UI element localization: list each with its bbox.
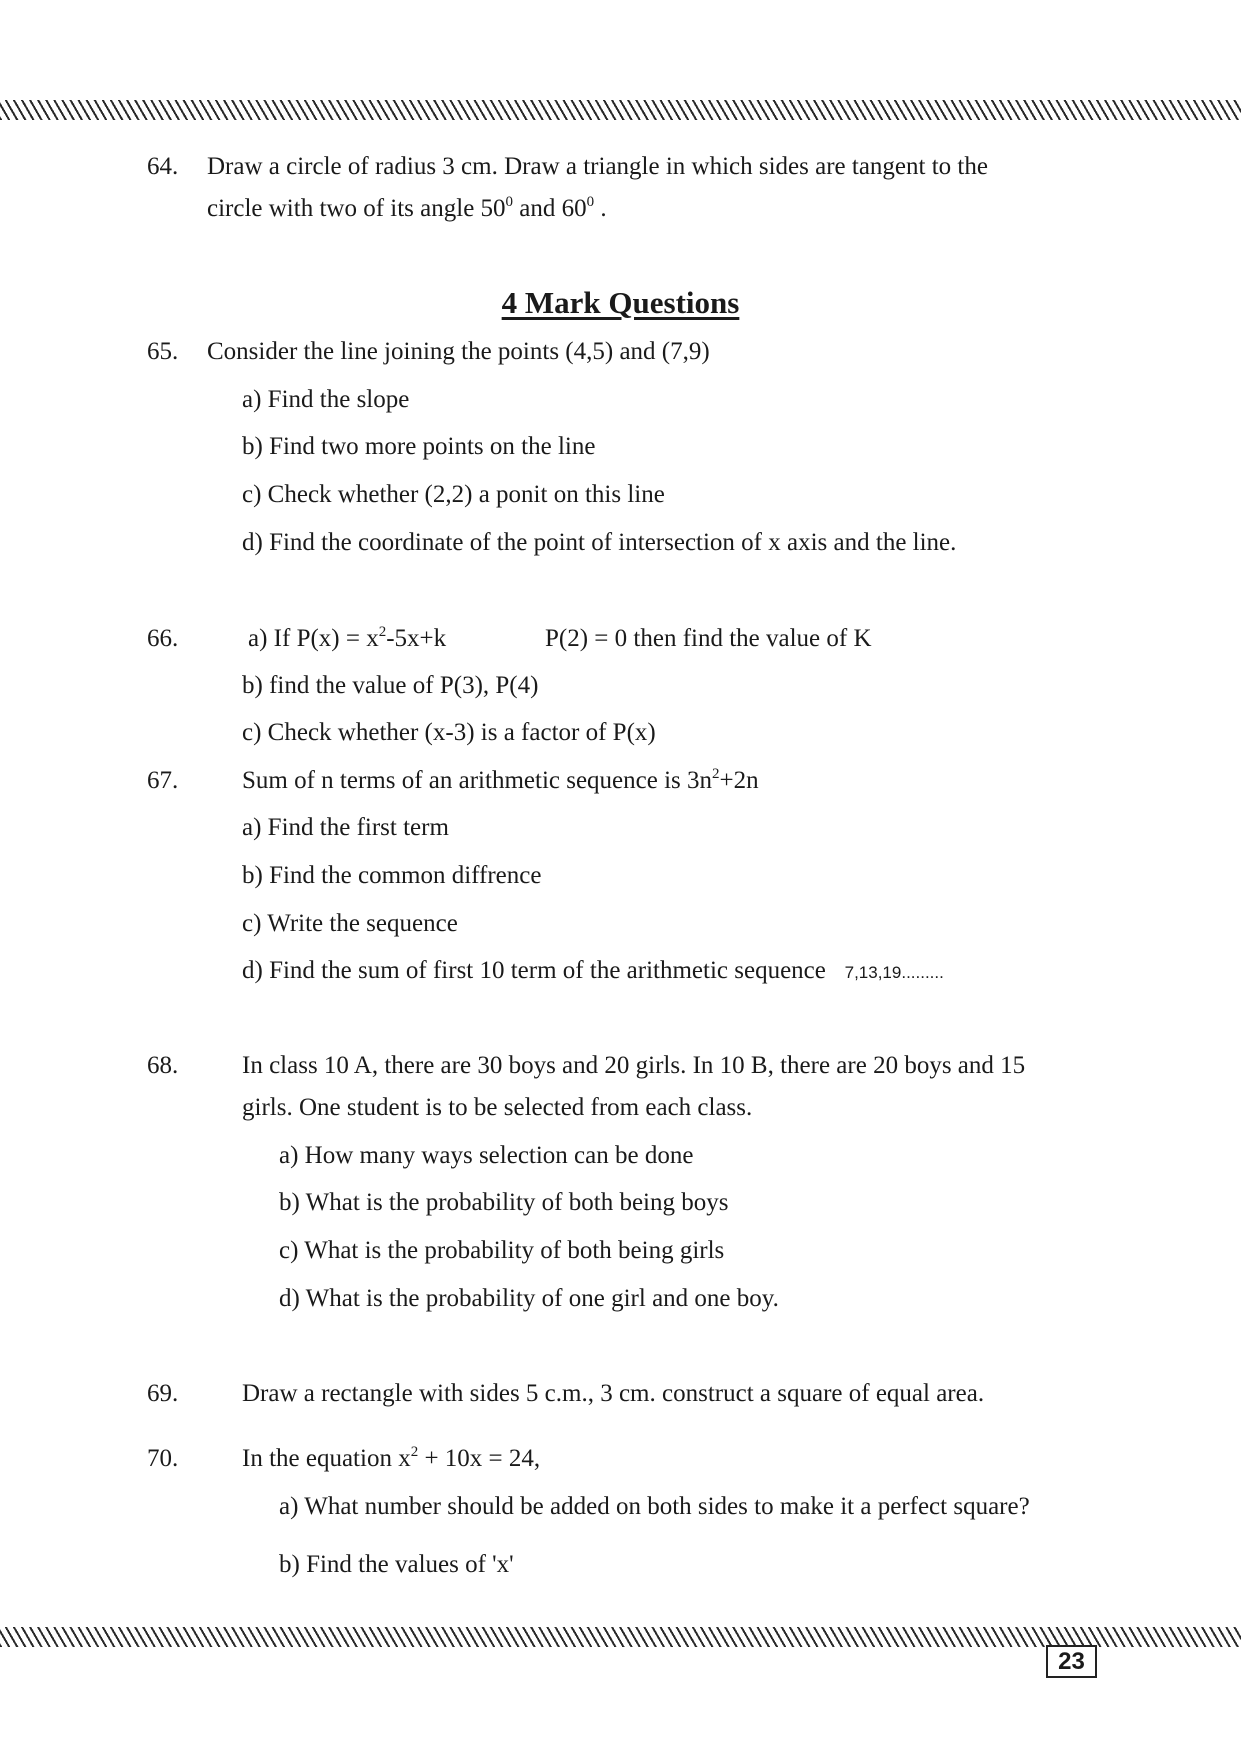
q67-stem: Sum of n terms of an arithmetic sequence is $3n^2+2n$ <box>242 766 759 794</box>
q70-number: 70. <box>147 1445 179 1472</box>
q65-part-c: c) Check whether (2,2) a ponit on this line <box>242 481 665 508</box>
q68-number: 68. <box>147 1052 179 1079</box>
q67-part-d: d) Find the sum of first 10 term of the arithmetic sequence 7,13,19......... <box>242 957 944 984</box>
q68-part-b: b) What is the probability of both being boys <box>279 1189 729 1216</box>
q67-part-c: c) Write the sequence <box>242 910 458 937</box>
q68-line1: In class 10 A, there are 30 boys and 20 girls. In 10 B, there are 20 boys and 15 <box>242 1052 1026 1079</box>
q68-part-d: d) What is the probability of one girl and one boy. <box>279 1285 779 1312</box>
page-number: 23 <box>1046 1645 1097 1678</box>
q70-part-b: b) Find the values of 'x' <box>279 1551 514 1578</box>
q66-part-a: a) If $P(x) = x^2-5x+k$ <box>248 624 447 652</box>
q66-number: 66. <box>147 625 179 652</box>
q68-part-c: c) What is the probability of both being girls <box>279 1237 725 1264</box>
q69-number: 69. <box>147 1380 179 1407</box>
q64-number: 64. <box>147 153 179 180</box>
q66-part-b: b) find the value of P(3), P(4) <box>242 672 539 699</box>
q65-part-d: d) Find the coordinate of the point of intersection of x axis and the line. <box>242 529 957 556</box>
q66-part-c: c) Check whether (x-3) is a factor of P(x) <box>242 719 656 746</box>
q65-part-b: b) Find two more points on the line <box>242 433 596 460</box>
q64-line2: circle with two of its angle $50^0$ and $60^0$ . <box>207 194 607 222</box>
section-heading: 4 Mark Questions <box>501 285 740 320</box>
q66-part-a-condition: P(2) = 0 then find the value of K <box>545 625 872 652</box>
q67-part-a: a) Find the first term <box>242 814 449 841</box>
top-hatch-border <box>0 100 1241 120</box>
bottom-hatch-border <box>0 1627 1241 1647</box>
q64-line1: Draw a circle of radius 3 cm. Draw a triangle in which sides are tangent to the <box>207 153 988 180</box>
q65-part-a: a) Find the slope <box>242 386 410 413</box>
q67-part-b: b) Find the common diffrence <box>242 862 542 889</box>
q70-stem: In the equation $x^2 + 10x = 24$, <box>242 1444 541 1472</box>
q68-line2: girls. One student is to be selected from each class. <box>242 1094 753 1121</box>
q70-part-a: a) What number should be added on both sides to make it a perfect square? <box>279 1493 1030 1520</box>
q65-stem: Consider the line joining the points (4,5) and (7,9) <box>207 338 710 365</box>
q67-sequence: 7,13,19......... <box>844 963 944 982</box>
q67-number: 67. <box>147 767 179 794</box>
q68-part-a: a) How many ways selection can be done <box>279 1142 694 1169</box>
q69-text: Draw a rectangle with sides 5 c.m., 3 cm. construct a square of equal area. <box>242 1380 985 1407</box>
q65-number: 65. <box>147 338 179 365</box>
